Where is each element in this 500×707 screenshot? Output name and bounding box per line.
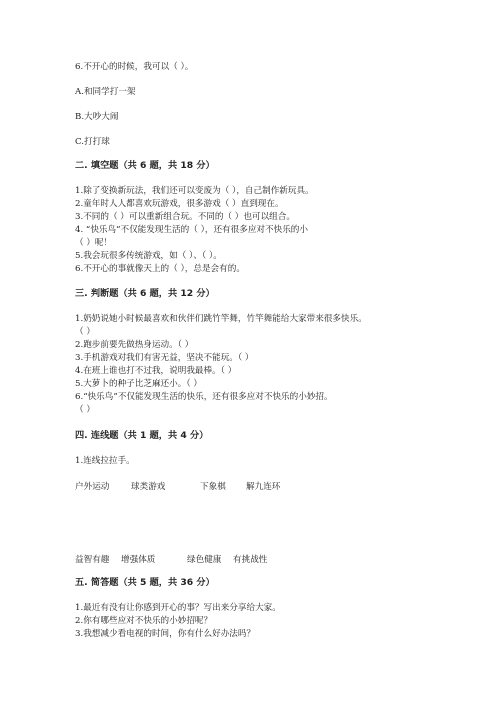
judge-line: 2.跑步前要先做热身运动。（ ） bbox=[75, 340, 194, 350]
match-section-heading: 四. 连线题（共 1 题，共 4 分） bbox=[75, 430, 209, 441]
judge-line: 3.手机游戏对我们有害无益，坚决不能玩。（ ） bbox=[75, 353, 254, 363]
judge-line: 4.在班上谁也打不过我，说明我最棒。（ ） bbox=[75, 366, 237, 376]
match-top-item: 解九连环 bbox=[246, 482, 281, 492]
fill-in-line: 2.童年时人人都喜欢玩游戏，很多游戏（ ）直到现在。 bbox=[75, 199, 284, 209]
question-6-option-c: C.打打球 bbox=[75, 137, 110, 147]
question-6-option-b: B.大吵大闹 bbox=[75, 112, 119, 122]
match-bottom-item: 绿色健康 bbox=[187, 555, 222, 565]
match-question: 1.连线拉拉手。 bbox=[75, 456, 135, 466]
match-bottom-item: 有挑战性 bbox=[233, 555, 268, 565]
match-top-item: 球类游戏 bbox=[131, 482, 166, 492]
judge-line: （ ） bbox=[75, 405, 95, 415]
fill-in-section-heading: 二. 填空题（共 6 题，共 18 分） bbox=[75, 160, 215, 171]
fill-in-line: 4. “快乐鸟”不仅能发现生活的（ ），还有很多应对不快乐的小 bbox=[75, 225, 308, 235]
question-6-stem: 6.不开心的时候，我可以（ ）。 bbox=[75, 62, 194, 72]
match-top-item: 户外运动 bbox=[75, 482, 110, 492]
judge-section-heading: 三. 判断题（共 6 题，共 12 分） bbox=[75, 288, 215, 299]
fill-in-line: 1.除了变换新玩法，我们还可以变废为（ ），自己制作新玩具。 bbox=[75, 186, 314, 196]
match-top-item: 下象棋 bbox=[200, 482, 226, 492]
fill-in-line: 3.不同的（ ）可以重新组合玩。不同的（ ）也可以组合。 bbox=[75, 212, 295, 222]
short-answer-line: 1.最近有没有让你感到开心的事？写出来分享给大家。 bbox=[75, 603, 281, 613]
judge-line: 5.大萝卜的种子比芝麻还小。（ ） bbox=[75, 379, 202, 389]
fill-in-line: 5.我会玩很多传统游戏，如（ ）、（ ）。 bbox=[75, 251, 222, 261]
fill-in-line: 6.不开心的事就像天上的（ ），总是会有的。 bbox=[75, 264, 245, 274]
short-answer-line: 3.我想减少看电视的时间，你有什么好办法吗？ bbox=[75, 629, 256, 639]
short-answer-line: 2.你有哪些应对不快乐的小妙招呢？ bbox=[75, 616, 213, 626]
judge-line: 1.奶奶说她小时候最喜欢和伙伴们跳竹竿舞，竹竿舞能给大家带来很多快乐。 bbox=[75, 314, 367, 324]
fill-in-line: （ ）呢！ bbox=[75, 238, 113, 248]
question-6-option-a: A.和同学打一架 bbox=[75, 87, 136, 97]
short-answer-section-heading: 五. 简答题（共 5 题，共 36 分） bbox=[75, 577, 215, 588]
match-bottom-item: 益智有趣 bbox=[75, 555, 110, 565]
judge-line: 6.“快乐鸟”不仅能发现生活的快乐，还有很多应对不快乐的小妙招。 bbox=[75, 392, 333, 402]
judge-line: （ ） bbox=[75, 327, 95, 337]
match-bottom-item: 增强体质 bbox=[121, 555, 156, 565]
